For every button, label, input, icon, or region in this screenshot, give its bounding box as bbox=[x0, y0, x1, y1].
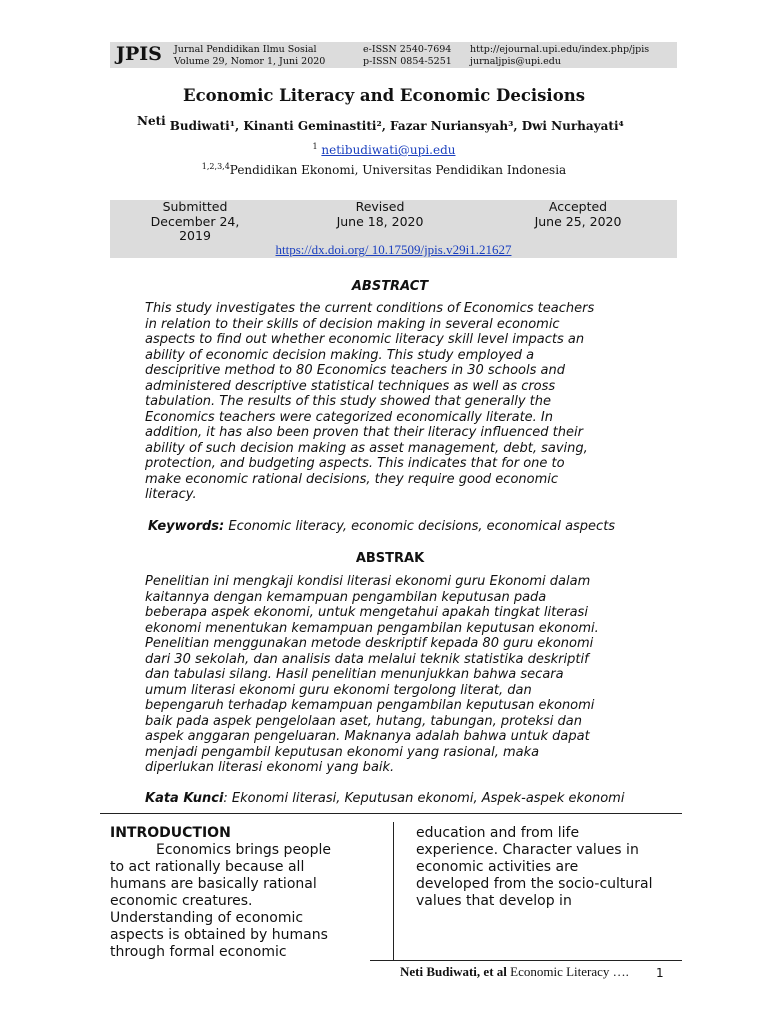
doi-link[interactable]: https://dx.doi.org/ 10.17509/jpis.v29i1.21627 bbox=[275, 242, 512, 257]
corresponding-email-link[interactable]: netibudiwati@upi.edu bbox=[321, 143, 456, 157]
text-line: ability of such decision making as asset management, debt, saving, bbox=[145, 440, 588, 456]
text-line: Understanding of economic bbox=[110, 910, 304, 926]
submitted-label: Submitted bbox=[162, 199, 228, 214]
introduction-right-column bbox=[416, 825, 683, 910]
kata-kunci-line bbox=[145, 791, 624, 806]
affiliation-line bbox=[0, 162, 768, 177]
first-author-given-name: Neti bbox=[137, 114, 166, 128]
affiliation-superscript: 1,2,3,4 bbox=[201, 162, 230, 171]
keywords-text: Economic literacy, economic decisions, economical aspects bbox=[224, 519, 616, 534]
text-line: literacy. bbox=[145, 487, 197, 502]
introduction-heading: INTRODUCTION bbox=[110, 825, 231, 841]
submitted-date-line2: 2019 bbox=[179, 228, 211, 243]
page-number: 1 bbox=[656, 966, 664, 980]
journal-url[interactable]: http://ejournal.upi.edu/index.php/jpis bbox=[470, 44, 650, 55]
text-line: beberapa aspek ekonomi, untuk mengetahui apakah tingkat literasi bbox=[145, 605, 588, 620]
journal-volume: Volume 29, Nomor 1, Juni 2020 bbox=[174, 56, 326, 67]
corresponding-email-line bbox=[0, 142, 768, 157]
kata-kunci-text: : Ekonomi literasi, Keputusan ekonomi, Aspek-aspek ekonomi bbox=[223, 791, 625, 806]
footer-rule bbox=[370, 960, 682, 961]
footer-running-title: Economic Literacy …. bbox=[506, 964, 629, 979]
text-line: aspek anggaran pengeluaran. Maknanya adalah bahwa untuk dapat bbox=[145, 729, 590, 744]
text-line: experience. Character values in bbox=[416, 842, 639, 858]
author-list bbox=[137, 114, 624, 133]
abstract-heading: ABSTRACT bbox=[351, 279, 429, 294]
submitted-date-line1: December 24, bbox=[150, 213, 240, 229]
text-line: menjadi pengambil keputusan ekonomi yang rasional, maka bbox=[145, 744, 540, 760]
text-line: aspects to find out whether economic literacy skill level impacts an bbox=[145, 332, 585, 347]
text-line: dan tabulasi silang. Hasil penelitian menunjukkan bahwa secara bbox=[145, 667, 564, 682]
text-line: Penelitian ini mengkaji kondisi literasi ekonomi guru Ekonomi dalam bbox=[145, 574, 591, 589]
abstrak-body bbox=[145, 574, 648, 776]
accepted-label: Accepted bbox=[548, 199, 608, 214]
text-line: economic activities are bbox=[416, 859, 579, 875]
email-superscript: 1 bbox=[312, 142, 318, 151]
journal-name: Jurnal Pendidikan Ilmu Sosial bbox=[174, 44, 317, 55]
journal-email[interactable]: jurnaljpis@upi.edu bbox=[470, 56, 561, 67]
accepted-date: June 25, 2020 bbox=[534, 213, 622, 229]
footer-author: Neti Budiwati, et al bbox=[400, 964, 507, 979]
text-line: humans are basically rational bbox=[110, 876, 317, 892]
text-line: economic creatures. bbox=[110, 893, 253, 909]
column-divider bbox=[393, 822, 394, 960]
text-line: Penelitian menggunakan metode deskriptif kepada 80 guru ekonomi bbox=[145, 636, 594, 651]
paper-title: Economic Literacy and Economic Decisions bbox=[183, 86, 585, 105]
text-line: Economics brings people bbox=[156, 842, 332, 858]
text-line: make economic rational decisions, they require good economic bbox=[145, 471, 559, 487]
text-line: baik pada aspek pengelolaan aset, hutang, tabungan, proteksi dan bbox=[145, 713, 582, 729]
journal-header-bar bbox=[110, 42, 677, 68]
text-line: Economics teachers were categorized economically literate. In bbox=[145, 409, 554, 425]
text-line: protection, and budgeting aspects. This indicates that for one to bbox=[145, 456, 565, 471]
pissn: p-ISSN 0854-5251 bbox=[363, 56, 452, 67]
text-line: aspects is obtained by humans bbox=[110, 927, 328, 943]
journal-contact bbox=[470, 44, 649, 68]
abstract-body bbox=[145, 301, 636, 503]
journal-logo: JPIS bbox=[116, 43, 162, 65]
submission-dates-box bbox=[110, 200, 677, 258]
accepted-column bbox=[518, 200, 638, 229]
text-line: ability of economic decision making. This study employed a bbox=[145, 347, 535, 363]
submitted-column bbox=[130, 200, 260, 244]
keywords-label: Keywords: bbox=[148, 519, 225, 534]
text-line: through formal economic bbox=[110, 944, 287, 960]
text-line: to act rationally because all bbox=[110, 859, 305, 875]
text-line: developed from the socio-cultural bbox=[416, 876, 653, 892]
text-line: tabulation. The results of this study showed that generally the bbox=[145, 394, 551, 409]
text-line: kaitannya dengan kemampuan pengambilan keputusan pada bbox=[145, 589, 547, 605]
text-line: values that develop in bbox=[416, 893, 572, 909]
text-line: administered descriptive statistical techniques as well as cross bbox=[145, 378, 556, 394]
text-line: bepengaruh terhadap kemampuan pengambilan keputusan ekonomi bbox=[145, 698, 595, 713]
doi-line bbox=[110, 242, 677, 258]
author-names: Budiwati¹, Kinanti Geminastiti², Fazar Nuriansyah³, Dwi Nurhayati⁴ bbox=[169, 119, 624, 133]
kata-kunci-label: Kata Kunci bbox=[145, 791, 224, 806]
running-footer bbox=[400, 964, 629, 980]
revised-column bbox=[320, 200, 440, 229]
text-line: umum literasi ekonomi guru ekonomi tergolong literat, dan bbox=[145, 682, 532, 698]
revised-date: June 18, 2020 bbox=[336, 213, 424, 229]
text-line: descipritive method to 80 Economics teachers in 30 schools and bbox=[145, 363, 565, 378]
section-divider bbox=[100, 813, 682, 814]
text-line: addition, it has also been proven that their literacy influenced their bbox=[145, 425, 583, 440]
revised-label: Revised bbox=[355, 199, 405, 214]
issn-info bbox=[363, 44, 452, 68]
keywords-line bbox=[148, 519, 615, 534]
text-line: dari 30 sekolah, dan analisis data melalui teknik statistika deskriptif bbox=[145, 651, 589, 667]
text-line: in relation to their skills of decision making in several economic bbox=[145, 316, 560, 332]
affiliation-text: Pendidikan Ekonomi, Universitas Pendidikan Indonesia bbox=[229, 163, 567, 177]
text-line: diperlukan literasi ekonomi yang baik. bbox=[145, 760, 395, 775]
text-line: This study investigates the current conditions of Economics teachers bbox=[145, 301, 595, 316]
introduction-left-column bbox=[110, 825, 370, 961]
eissn: e-ISSN 2540-7694 bbox=[363, 44, 452, 55]
journal-info bbox=[174, 44, 325, 68]
text-line: ekonomi menentukan kemampuan pengambilan keputusan ekonomi. bbox=[145, 620, 599, 636]
abstrak-heading: ABSTRAK bbox=[355, 551, 425, 566]
text-line: education and from life bbox=[416, 825, 580, 841]
